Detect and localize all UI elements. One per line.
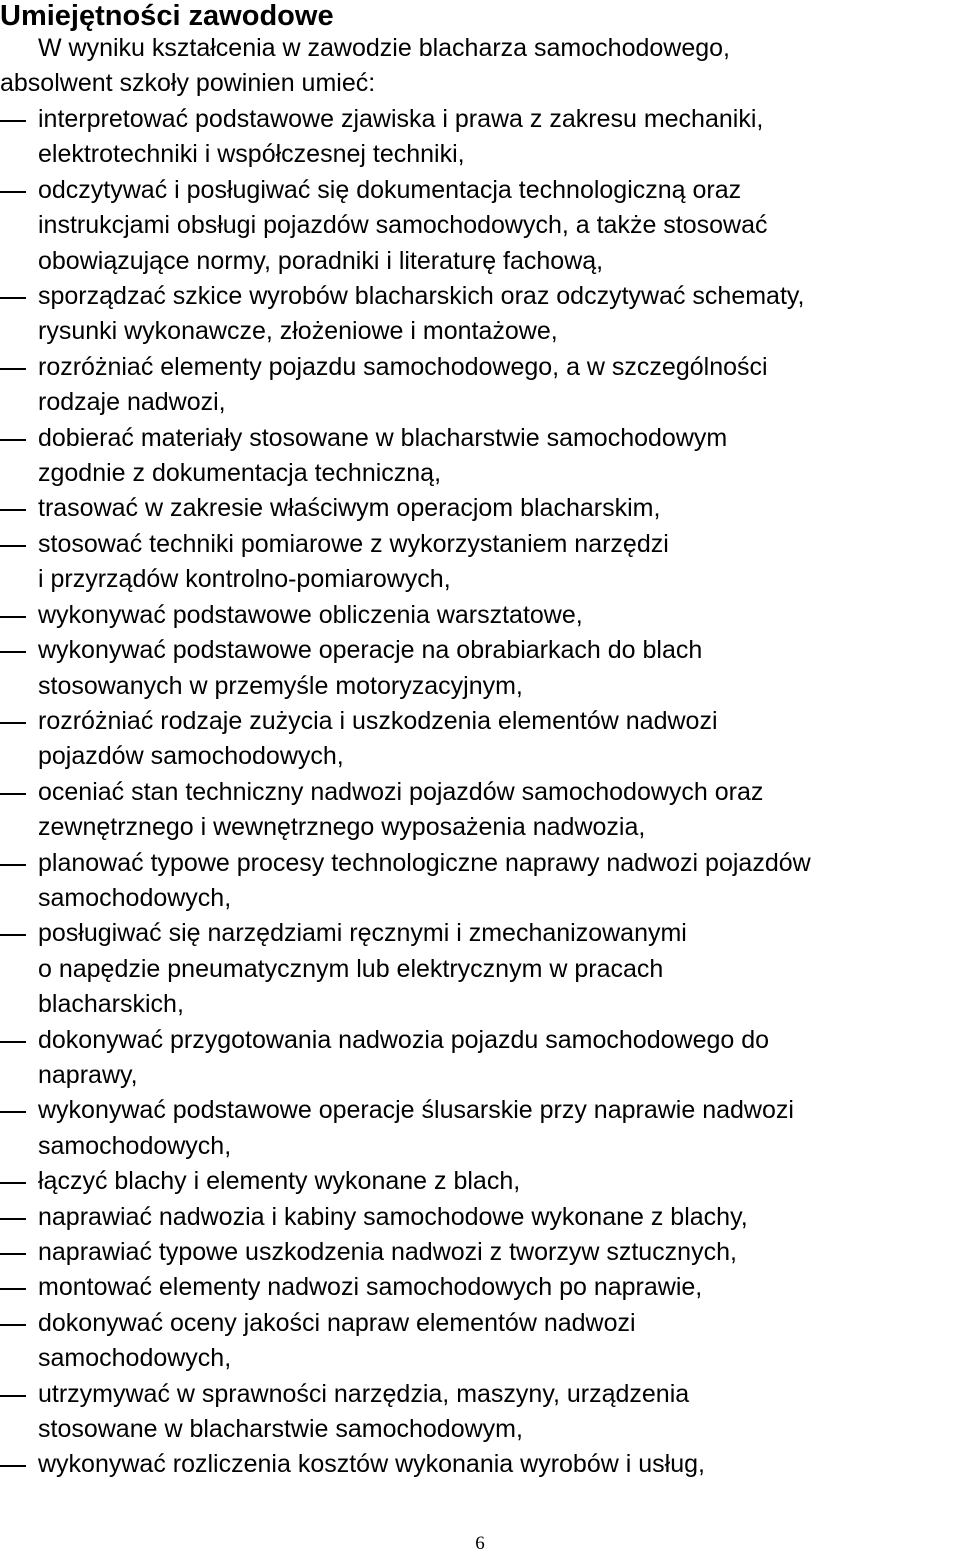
list-item-line: sporządzać szkice wyrobów blacharskich oraz odczytywać schematy, [38,282,805,311]
list-item-line: posługiwać się narzędziami ręcznymi i zmechanizowanymi [38,919,687,948]
intro-line: W wyniku kształcenia w zawodzie blacharza samochodowego, [38,34,730,62]
list-item [0,350,960,421]
list-item-line: odczytywać i posługiwać się dokumentacja technologiczną oraz [38,175,742,204]
dash-bullet-icon [0,651,26,653]
list-item-line: pojazdów samochodowych, [38,742,344,771]
list-item [0,279,960,350]
list-item [0,1377,960,1448]
list-item [0,1270,960,1305]
list-item-line: samochodowych, [38,883,232,912]
dash-bullet-icon [0,1253,26,1255]
list-item-line: wykonywać podstawowe obliczenia warsztatowe, [38,600,583,629]
list-item-line: wykonywać podstawowe operacje na obrabiarkach do blach [38,636,703,665]
dash-bullet-icon [0,120,26,122]
skills-list [0,102,960,1483]
dash-bullet-icon [0,439,26,441]
list-item-line: łączyć blachy i elementy wykonane z blach, [38,1167,521,1196]
dash-bullet-icon [0,722,26,724]
list-item [0,598,960,633]
list-item-line: rozróżniać rodzaje zużycia i uszkodzenia elementów nadwozi [38,706,718,735]
list-item [0,102,960,173]
list-item-line: naprawy, [38,1060,138,1089]
list-item [0,846,960,917]
intro-paragraph [0,31,960,102]
list-item-line: utrzymywać w sprawności narzędzia, maszyny, urządzenia [38,1379,690,1408]
dash-bullet-icon [0,1111,26,1113]
list-item [0,527,960,598]
list-item [0,1235,960,1270]
list-item [0,1447,960,1482]
list-item-line: zewnętrznego i wewnętrznego wyposażenia nadwozia, [38,813,646,842]
dash-bullet-icon [0,793,26,795]
dash-bullet-icon [0,191,26,193]
dash-bullet-icon [0,1465,26,1467]
list-item [0,421,960,492]
dash-bullet-icon [0,1182,26,1184]
dash-bullet-icon [0,545,26,547]
list-item-line: obowiązujące normy, poradniki i literaturę fachową, [38,246,604,275]
intro-line: absolwent szkoły powinien umieć: [0,69,376,98]
dash-bullet-icon [0,1218,26,1220]
list-item [0,1023,960,1094]
list-item-line: instrukcjami obsługi pojazdów samochodowych, a także stosować [38,211,768,240]
list-item-line: trasować w zakresie właściwym operacjom blacharskim, [38,494,661,523]
list-item-line: i przyrządów kontrolno-pomiarowych, [38,565,451,594]
list-item-line: montować elementy nadwozi samochodowych po naprawie, [38,1273,703,1302]
list-item-line: wykonywać rozliczenia kosztów wykonania wyrobów i usług, [38,1450,705,1479]
list-item-line: stosowanych w przemyśle motoryzacyjnym, [38,671,523,700]
list-item-line: elektrotechniki i współczesnej techniki, [38,140,465,169]
dash-bullet-icon [0,297,26,299]
list-item [0,633,960,704]
list-item-line: rysunki wykonawcze, złożeniowe i montażowe, [38,317,558,346]
dash-bullet-icon [0,934,26,936]
list-item-line: samochodowych, [38,1344,232,1373]
page-number: 6 [475,1533,485,1554]
list-item-line: blacharskich, [38,990,184,1019]
list-item [0,704,960,775]
list-item-line: rodzaje nadwozi, [38,388,226,417]
list-item [0,1164,960,1199]
list-item [0,173,960,279]
list-item-line: naprawiać nadwozia i kabiny samochodowe wykonane z blachy, [38,1202,748,1231]
dash-bullet-icon [0,864,26,866]
list-item-line: samochodowych, [38,1131,232,1160]
dash-bullet-icon [0,1324,26,1326]
dash-bullet-icon [0,1395,26,1397]
dash-bullet-icon [0,1041,26,1043]
list-item-line: interpretować podstawowe zjawiska i prawa z zakresu mechaniki, [38,105,764,133]
section-heading: Umiejętności zawodowe [0,0,334,32]
list-item-line: stosować techniki pomiarowe z wykorzystaniem narzędzi [38,529,669,558]
dash-bullet-icon [0,509,26,511]
list-item-line: stosowane w blacharstwie samochodowym, [38,1415,523,1444]
list-item-line: oceniać stan techniczny nadwozi pojazdów samochodowych oraz [38,777,764,806]
list-item-line: o napędzie pneumatycznym lub elektrycznym w pracach [38,954,664,983]
list-item-line: dokonywać przygotowania nadwozia pojazdu samochodowego do [38,1025,770,1054]
dash-bullet-icon [0,368,26,370]
list-item [0,1093,960,1164]
dash-bullet-icon [0,1288,26,1290]
list-item-line: naprawiać typowe uszkodzenia nadwozi z tworzyw sztucznych, [38,1238,737,1266]
list-item-line: dobierać materiały stosowane w blacharstwie samochodowym [38,423,728,452]
list-item [0,916,960,1022]
list-item [0,1200,960,1235]
list-item-line: dokonywać oceny jakości napraw elementów nadwozi [38,1308,636,1337]
list-item-line: zgodnie z dokumentacja techniczną, [38,459,442,488]
list-item [0,491,960,526]
list-item [0,775,960,846]
dash-bullet-icon [0,616,26,618]
list-item-line: planować typowe procesy technologiczne naprawy nadwozi pojazdów [38,848,811,877]
list-item-line: rozróżniać elementy pojazdu samochodowego, a w szczególności [38,352,768,381]
list-item-line: wykonywać podstawowe operacje ślusarskie przy naprawie nadwozi [38,1096,794,1125]
list-item [0,1306,960,1377]
